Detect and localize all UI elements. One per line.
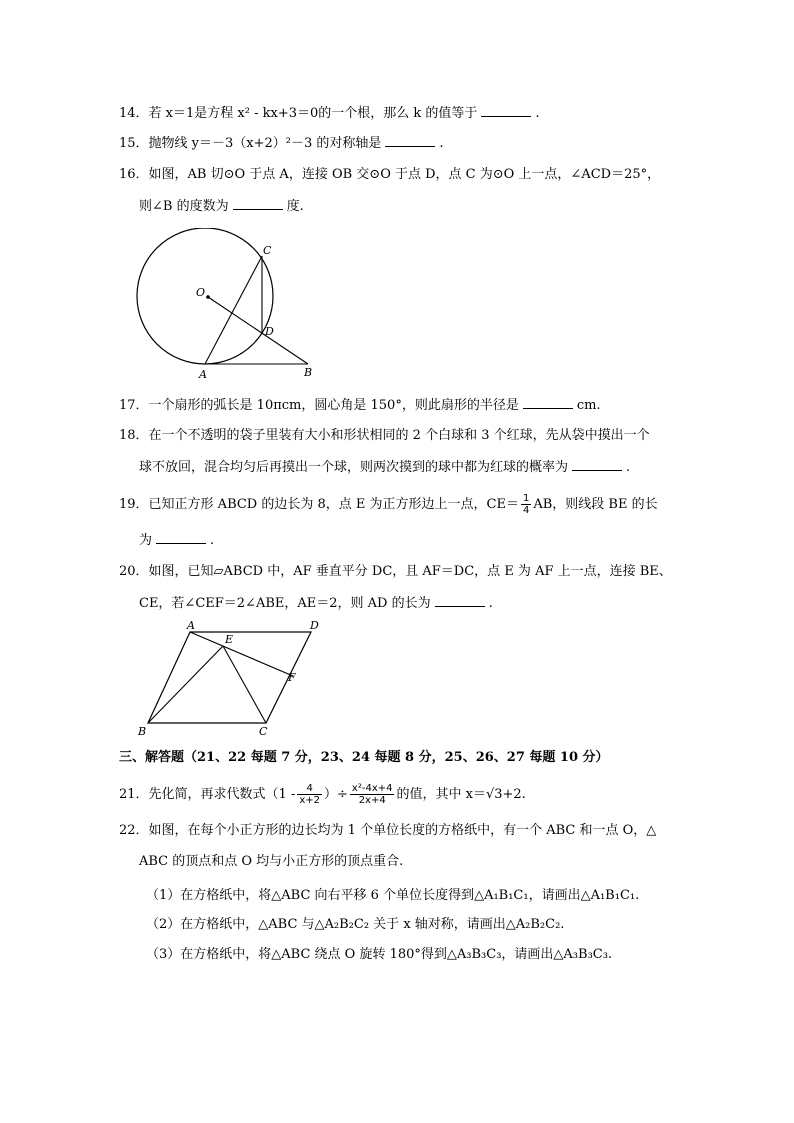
answer-blank [233, 197, 283, 210]
question-text: AB，则线段 BE 的长 [533, 497, 658, 512]
question-text: CE，若∠CEF＝2∠ABE，AE＝2，则 AD 的长为 [139, 596, 431, 611]
question-text-end: . [488, 596, 493, 611]
question-number: 18． [119, 428, 149, 443]
question-number: 17． [119, 398, 149, 413]
question-text: 球不放回，混合均匀后再摸出一个球，则两次摸到的球中都为红球的概率为 [139, 460, 569, 475]
figure-circle-tangent [130, 228, 330, 383]
question-16 [119, 166, 660, 184]
question-text-end: . [535, 106, 540, 121]
center-point [206, 295, 210, 299]
question-text: 在一个不透明的袋子里装有大小和形状相同的 2 个白球和 3 个红球，先从袋中摸出一个 [148, 428, 650, 443]
label-d: D [265, 325, 274, 338]
question-text: 先化简，再求代数式（1 - [148, 787, 296, 802]
question-22-part-3: （3）在方格纸中，将△ABC 绕点 O 旋转 180°得到△A₃B₃C₃，请画出△A₃B₃C₃. [146, 947, 613, 962]
question-number: 19． [119, 497, 149, 512]
answer-blank [435, 594, 485, 607]
question-text: 如图，在每个小正方形的边长均为 1 个单位长度的方格纸中，有一个 ABC 和一点 O，△ [148, 823, 657, 838]
question-22 [119, 822, 656, 840]
question-number: 15． [119, 136, 149, 151]
segment-be [148, 646, 223, 723]
question-text: 已知正方形 ABCD 的边长为 8，点 E 为正方形边上一点，CE＝ [148, 497, 519, 512]
question-22-line2: ABC 的顶点和点 O 均与小正方形的顶点重合. [139, 854, 404, 869]
question-text: 如图，AB 切⊙O 于点 A，连接 OB 交⊙O 于点 D，点 C 为⊙O 上一点，∠ACD＝25°， [148, 167, 661, 182]
answer-blank [523, 396, 573, 409]
label-o: O [196, 286, 206, 299]
answer-blank [481, 104, 531, 117]
fraction-2 [350, 783, 395, 806]
label-a: A [199, 368, 207, 381]
question-text: 抛物线 y＝－3（x+2）²－3 的对称轴是 [148, 136, 382, 151]
segment-af [190, 632, 293, 676]
question-text: 的值，其中 x＝√3+2. [396, 787, 526, 802]
fraction-denominator: 2x+4 [358, 795, 386, 806]
question-number: 22． [119, 823, 149, 838]
fraction [521, 493, 531, 516]
label-c: C [259, 725, 268, 738]
label-b: B [138, 725, 147, 738]
question-22-part-2: （2）在方格纸中，△ABC 与△A₂B₂C₂ 关于 x 轴对称，请画出△A₂B₂C₂. [146, 917, 565, 932]
question-18 [119, 427, 650, 445]
question-text: 一个扇形的弧长是 10πcm，圆心角是 150°，则此扇形的半径是 [148, 398, 519, 413]
fraction-denominator: x+2 [299, 795, 321, 806]
label-b: B [304, 366, 313, 379]
question-14 [119, 104, 540, 123]
question-text: 为 [139, 533, 153, 548]
question-16-line2 [139, 197, 304, 216]
label-e: E [225, 633, 234, 646]
question-21 [119, 783, 526, 806]
question-number: 20． [119, 564, 149, 579]
question-19 [119, 493, 658, 516]
question-19-line2 [139, 531, 214, 550]
question-17 [119, 396, 601, 415]
section-heading: 三、解答题（21、22 每题 7 分，23、24 每题 8 分，25、26、27 每题 10 分） [119, 750, 609, 765]
fraction-numerator: x²-4x+4 [351, 783, 393, 794]
label-a: A [187, 619, 195, 632]
question-text-end: . [439, 136, 444, 151]
question-number: 16． [119, 167, 149, 182]
question-22-part-1: （1）在方格纸中，将△ABC 向右平移 6 个单位长度得到△A₁B₁C₁，请画出△A₁B₁C₁. [146, 888, 640, 903]
fraction-numerator: 1 [522, 493, 530, 504]
question-18-line2 [139, 458, 630, 477]
answer-blank [572, 458, 622, 471]
segment-ce [223, 646, 266, 723]
label-d: D [310, 619, 319, 632]
question-20 [119, 563, 672, 581]
label-f: F [288, 671, 296, 684]
question-text: 如图，已知▱ABCD 中，AF 垂直平分 DC，且 AF＝DC，点 E 为 AF 上一点，连接 BE、 [148, 564, 672, 579]
question-20-line2 [139, 594, 493, 613]
answer-blank [385, 134, 435, 147]
question-text: 则∠B 的度数为 [139, 199, 229, 214]
question-text: 若 x＝1是方程 x² - kx+3＝0的一个根，那么 k 的值等于 [148, 106, 478, 121]
question-text-end: . [210, 533, 215, 548]
segment-ac [205, 256, 262, 364]
fraction-denominator: 4 [522, 505, 530, 516]
question-text-end: . [626, 460, 631, 475]
fraction-1 [297, 783, 322, 806]
question-number: 14． [119, 106, 149, 121]
question-number: 21． [119, 787, 149, 802]
figure-parallelogram [135, 615, 335, 740]
fraction-numerator: 4 [297, 783, 322, 795]
question-text-end: cm. [576, 398, 601, 413]
question-text: ）÷ [324, 787, 348, 802]
answer-blank [156, 531, 206, 544]
question-15 [119, 134, 444, 153]
question-text-end: 度. [286, 199, 304, 214]
label-c: C [263, 244, 272, 257]
